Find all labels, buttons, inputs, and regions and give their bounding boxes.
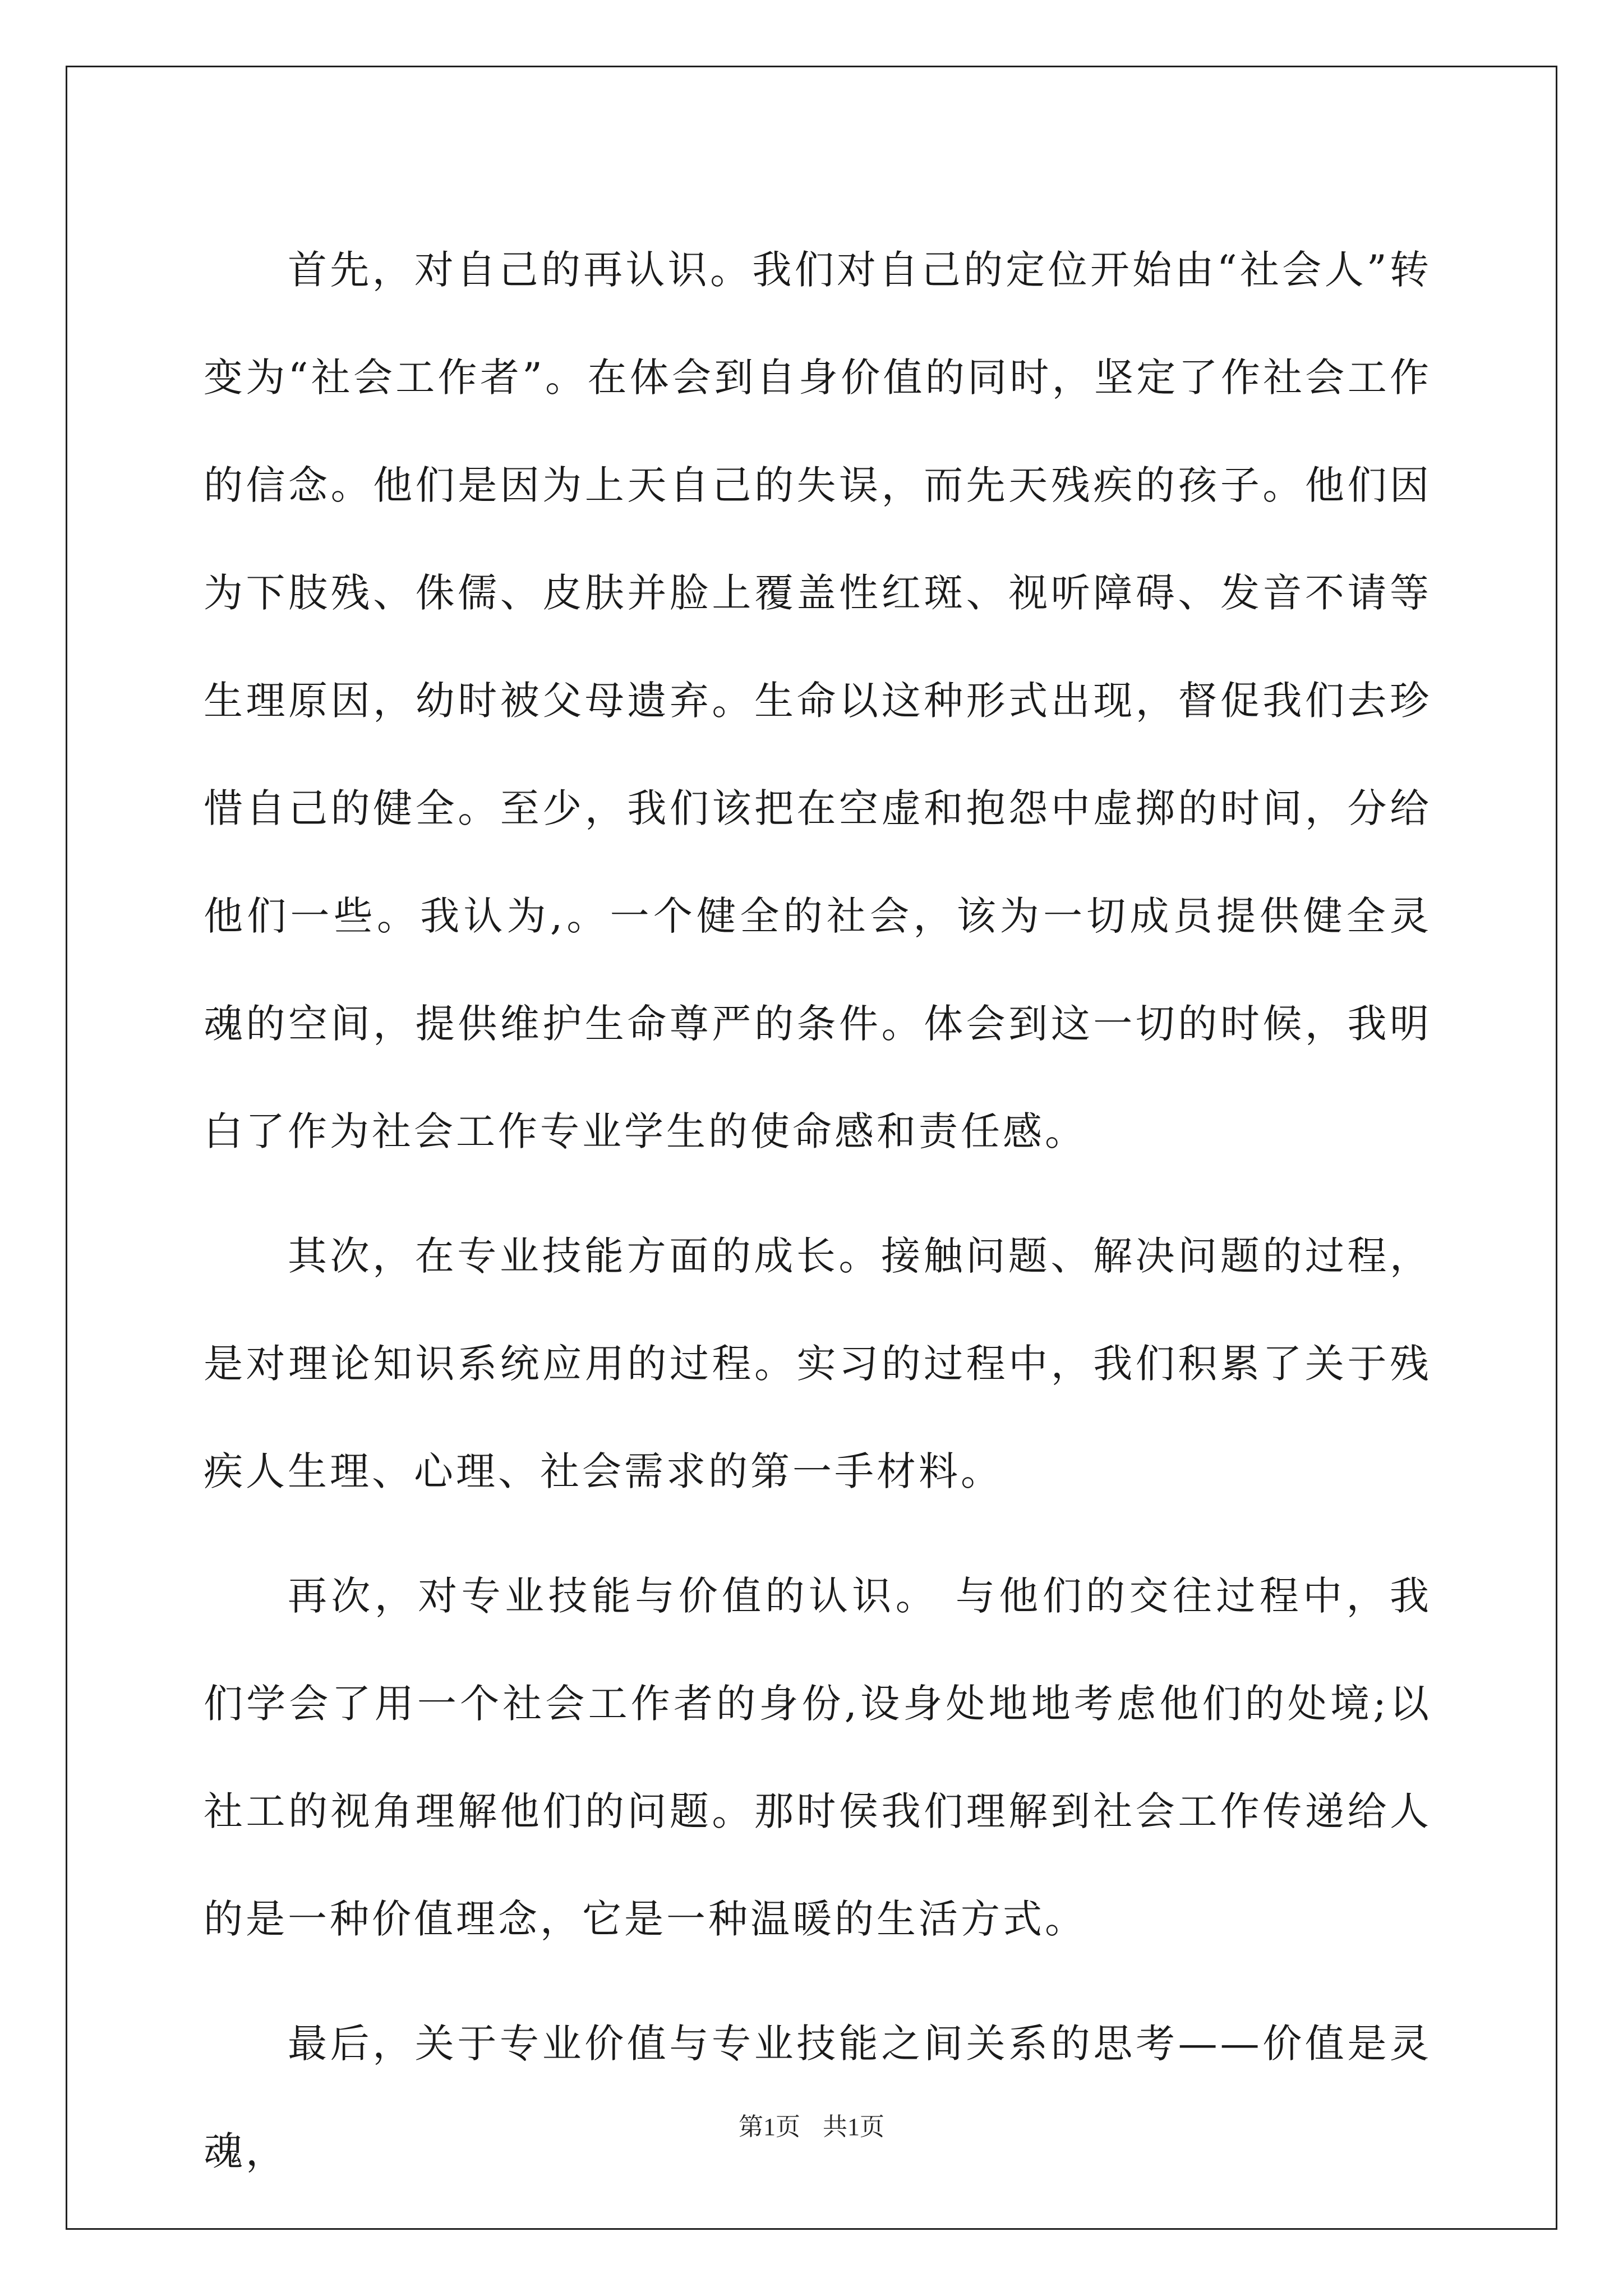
paragraph-4: 最后，关于专业价值与专业技能之间关系的思考——价值是灵魂， bbox=[204, 2021, 1432, 2174]
page-footer bbox=[0, 2106, 1623, 2142]
page-number: 第1页 bbox=[739, 2113, 800, 2141]
paragraph-1: 首先，对自己的再认识。我们对自己的定位开始由“社会人”转变为“社会工作者”。在体会到自身价值的同时，坚定了作社会工作的信念。他们是因为上天自己的失误，而先天残疾的孩子。他们因为下肢残、侏儒、皮肤并脸上覆盖性红斑、视听障碍、发音不请等生理原因，幼时被父母遗弃。生命以这种形式出现，督促我们去珍惜自己的健全。至少，我们该把在空虚和抱怨中虚掷的时间，分给他们一些。我认为,。一个健全的社会，该为一切成员提供健全灵魂的空间，提供维护生命尊严的条件。体会到这一切的时候，我明白了作为社会工作专业学生的使命感和责任感。 bbox=[204, 247, 1432, 1154]
page-total: 共1页 bbox=[823, 2113, 884, 2141]
paragraph-3: 再次，对专业技能与价值的认识。 与他们的交往过程中，我们学会了用一个社会工作者的身份,设身处地地考虑他们的处境;以社工的视角理解他们的问题。那时侯我们理解到社会工作传递给人的是一种价值理念，它是一种温暖的生活方式。 bbox=[204, 1573, 1432, 1942]
document-body bbox=[204, 216, 1432, 2205]
paragraph-2: 其次，在专业技能方面的成长。接触问题、解决问题的过程，是对理论知识系统应用的过程。实习的过程中，我们积累了关于残疾人生理、心理、社会需求的第一手材料。 bbox=[204, 1233, 1432, 1494]
